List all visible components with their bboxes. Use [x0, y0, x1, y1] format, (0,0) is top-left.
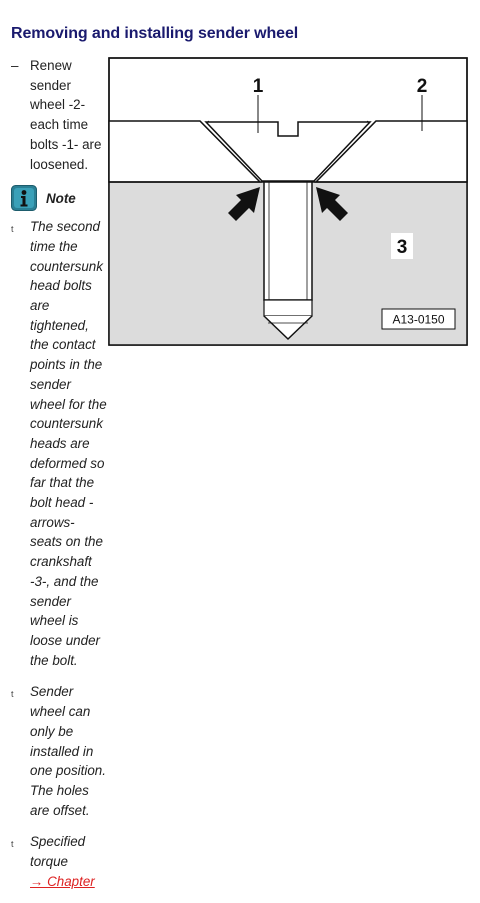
note-item-text: Specified torque — [30, 834, 86, 870]
list-item — [11, 832, 109, 891]
bolt-shank — [264, 182, 312, 300]
note-item-text: The second time the countersunk head bolts are tightened, the contact points in the sender wheel for the countersunk heads are deformed so far that the bolt head -arrows- seats on the crankshaft -3-, and the sender wheel is loose under the bolt. — [30, 219, 107, 668]
note-label: Note — [46, 190, 76, 206]
info-icon — [11, 185, 37, 211]
list-item — [11, 682, 109, 820]
callout-1: 1 — [252, 76, 264, 97]
sender-wheel-diagram — [108, 57, 468, 346]
list-item-text: Renew sender wheel -2- each time bolts -1- are loosened. — [30, 58, 102, 172]
list-item — [11, 217, 109, 670]
step-list — [11, 56, 109, 174]
note-list — [11, 217, 109, 891]
dash-marker: – — [11, 58, 19, 73]
bullet-marker: t — [11, 224, 14, 235]
bullet-marker: t — [11, 689, 14, 700]
instructions-column — [11, 56, 109, 903]
note-header — [11, 185, 109, 211]
page-title: Removing and installing sender wheel — [11, 25, 299, 42]
callout-3: 3 — [396, 237, 408, 258]
callout-2: 2 — [416, 76, 428, 97]
bullet-marker: t — [11, 839, 14, 850]
list-item — [11, 56, 109, 174]
figure-id: A13-0150 — [392, 312, 445, 327]
chapter-link[interactable]: → Chapter — [30, 873, 95, 889]
note-item-text: Sender wheel can only be installed in one position. The holes are offset. — [30, 684, 106, 818]
